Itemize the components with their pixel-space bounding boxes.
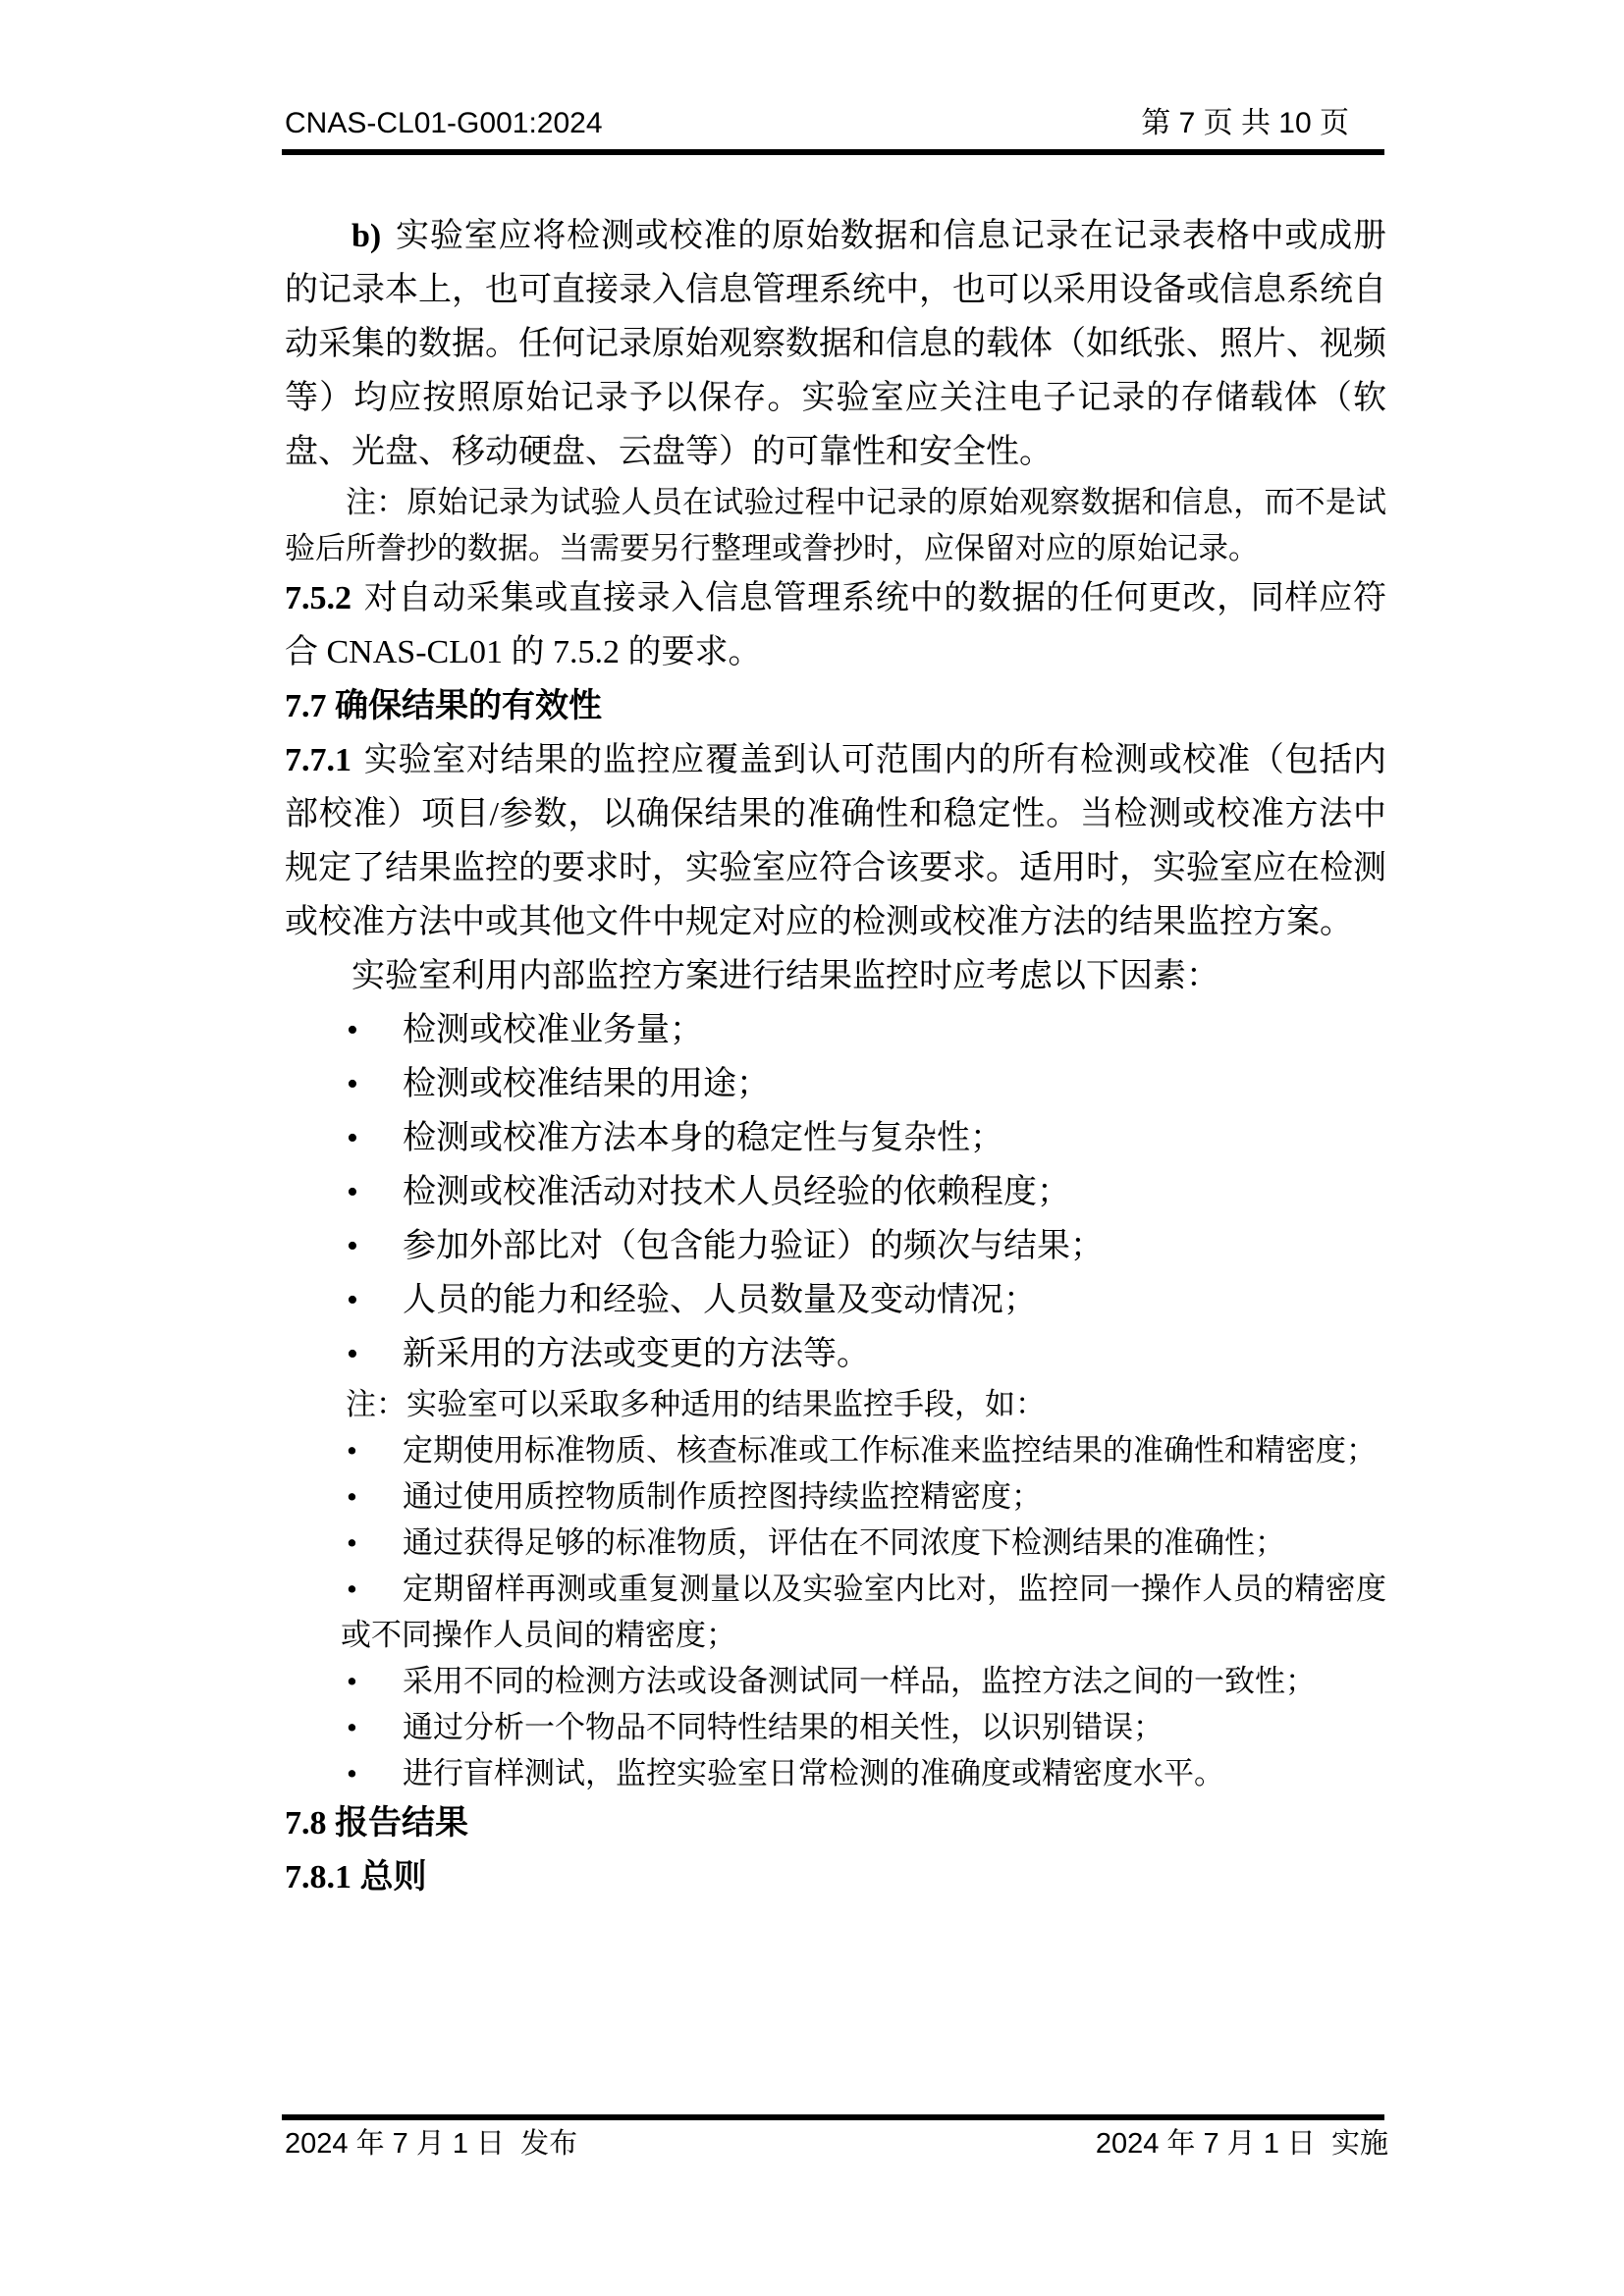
- page-footer: [285, 2126, 1388, 2162]
- list-item: • 检测或校准方法本身的稳定性与复杂性；: [341, 1111, 1386, 1165]
- release-date: 2024 年 7 月 1 日 发布: [285, 2128, 578, 2160]
- list-item: • 人员的能力和经验、人员数量及变动情况；: [341, 1273, 1386, 1327]
- clause-7-7-1: [285, 733, 1386, 949]
- note-original-records: 注：原始记录为试验人员在试验过程中记录的原始观察数据和信息，而不是试验后所誊抄的数据。当需要另行整理或誊抄时，应保留对应的原始记录。: [285, 485, 1386, 565]
- clause-7-5-2-text: 对自动采集或直接录入信息管理系统中的数据的任何更改，同样应符合 CNAS-CL01 的 7.5.2 的要求。: [285, 580, 1386, 670]
- list-item: • 检测或校准结果的用途；: [341, 1057, 1386, 1111]
- paragraph-b-label: b): [352, 218, 382, 254]
- list-item: • 采用不同的检测方法或设备测试同一样品，监控方法之间的一致性；: [341, 1658, 1386, 1704]
- heading-7-8: 7.8 报告结果: [285, 1805, 468, 1842]
- clause-7-7-1-text: 实验室对结果的监控应覆盖到认可范围内的所有检测或校准（包括内部校准）项目/参数，以确保结果的准确性和稳定性。当检测或校准方法中规定了结果监控的要求时，实验室应符合该要求。适用时，实验室应在检测或校准方法中或其他文件中规定对应的检测或校准方法的结果监控方案。: [285, 742, 1386, 940]
- list-item: • 定期留样再测或重复测量以及实验室内比对，监控同一操作人员的精密度或不同操作人员间的精密度；: [341, 1566, 1386, 1658]
- factor-list: [285, 1003, 1386, 1381]
- list-item: • 检测或校准活动对技术人员经验的依赖程度；: [341, 1165, 1386, 1219]
- list-item: • 进行盲样测试，监控实验室日常检测的准确度或精密度水平。: [341, 1750, 1386, 1796]
- clause-7-5-2: [285, 571, 1386, 679]
- page-indicator: 第 7 页 共 10 页: [1141, 107, 1349, 139]
- page-header: [285, 106, 1386, 141]
- footer-rule: [282, 2114, 1384, 2120]
- factors-intro: 实验室利用内部监控方案进行结果监控时应考虑以下因素：: [352, 958, 1219, 994]
- list-item: • 检测或校准业务量；: [341, 1003, 1386, 1057]
- clause-7-5-2-number: 7.5.2: [285, 580, 352, 616]
- list-item: • 通过获得足够的标准物质，评估在不同浓度下检测结果的准确性；: [341, 1520, 1386, 1566]
- list-item: • 新采用的方法或变更的方法等。: [341, 1327, 1386, 1381]
- implement-date: 2024 年 7 月 1 日 实施: [1095, 2128, 1388, 2160]
- list-item: • 通过使用质控物质制作质控图持续监控精密度；: [341, 1473, 1386, 1520]
- list-item: • 定期使用标准物质、核查标准或工作标准来监控结果的准确性和精密度；: [341, 1427, 1386, 1473]
- list-item: • 通过分析一个物品不同特性结果的相关性，以识别错误；: [341, 1704, 1386, 1750]
- doc-number: CNAS-CL01-G001:2024: [285, 107, 603, 139]
- heading-7-8-1: 7.8.1 总则: [285, 1859, 427, 1896]
- note-monitoring-means: 注：实验室可以采取多种适用的结果监控手段，如：: [346, 1387, 1046, 1421]
- document-body: [285, 209, 1386, 1904]
- list-item: • 参加外部比对（包含能力验证）的频次与结果；: [341, 1219, 1386, 1273]
- clause-7-7-1-number: 7.7.1: [285, 742, 352, 778]
- header-rule: [282, 149, 1384, 155]
- paragraph-b: [285, 209, 1386, 479]
- paragraph-b-text: 实验室应将检测或校准的原始数据和信息记录在记录表格中或成册的记录本上，也可直接录入信息管理系统中，也可以采用设备或信息系统自动采集的数据。任何记录原始观察数据和信息的载体（如纸张、照片、视频等）均应按照原始记录予以保存。实验室应关注电子记录的存储载体（软盘、光盘、移动硬盘、云盘等）的可靠性和安全性。: [285, 218, 1386, 470]
- means-list: [285, 1427, 1386, 1796]
- heading-7-7: 7.7 确保结果的有效性: [285, 688, 602, 724]
